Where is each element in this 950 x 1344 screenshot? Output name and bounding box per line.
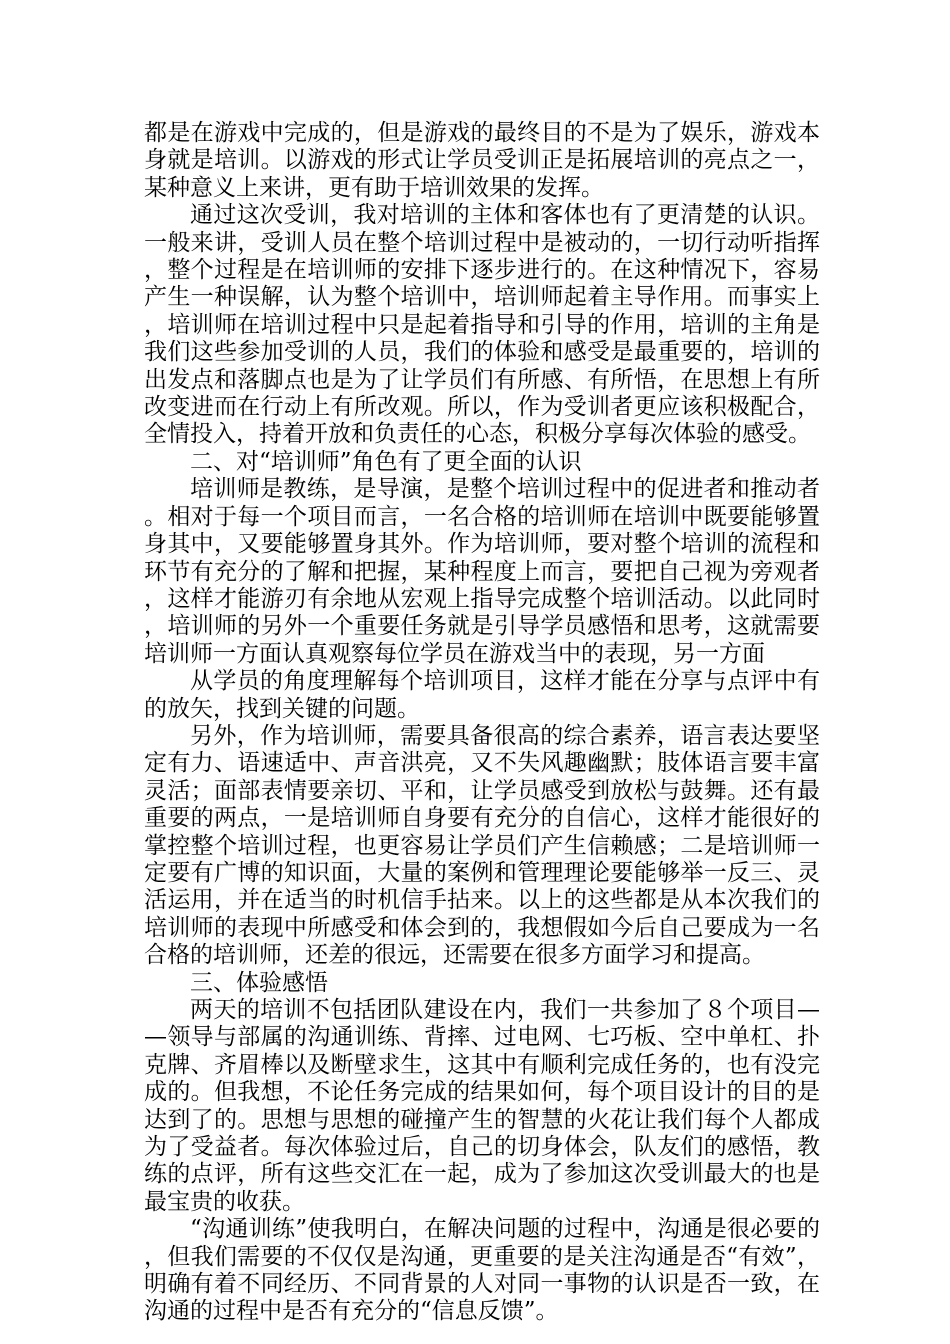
paragraph-4: 从学员的角度理解每个培训项目，这样才能在分享与点评中有的放矢，找到关键的问题。 — [144, 668, 820, 722]
paragraph-2: 通过这次受训，我对培训的主体和客体也有了更清楚的认识。一般来讲，受训人员在整个培训过程中是被动的，一切行动听指挥，整个过程是在培训师的安排下逐步进行的。在这种情况下，容易产生一种误解，认为整个培训中，培训师起着主导作用。而事实上，培训师在培训过程中只是起着指导和引导的作用，培训的主角是我们这些参加受训的人员，我们的体验和感受是最重要的，培训的出发点和落脚点也是为了让学员们有所感、有所悟，在思想上有所改变进而在行动上有所改观。所以，作为受训者更应该积极配合，全情投入，持着开放和负责任的心态，积极分享每次体验的感受。 — [144, 202, 820, 448]
paragraph-6: 两天的培训不包括团队建设在内，我们一共参加了８个项目——领导与部属的沟通训练、背摔、过电网、七巧板、空中单杠、扑克牌、齐眉棒以及断壁求生，这其中有顺利完成任务的，也有没完成的。但我想，不论任务完成的结果如何，每个项目设计的目的是达到了的。思想与思想的碰撞产生的智慧的火花让我们每个人都成为了受益者。每次体验过后，自己的切身体会，队友们的感悟，教练的点评，所有这些交汇在一起，成为了参加这次受训最大的也是最宝贵的收获。 — [144, 997, 820, 1215]
paragraph-5: 另外，作为培训师，需要具备很高的综合素养，语言表达要坚定有力、语速适中、声音洪亮，又不失风趣幽默；肢体语言要丰富灵活；面部表情要亲切、平和，让学员感受到放松与鼓舞。还有最重要的两点，一是培训师自身要有充分的自信心，这样才能很好的掌控整个培训过程，也更容易让学员们产生信赖感；二是培训师一定要有广博的知识面，大量的案例和管理理论要能够举一反三、灵活运用，并在适当的时机信手拈来。以上的这些都是从本次我们的培训师的表现中所感受和体会到的，我想假如今后自己要成为一名合格的培训师，还差的很远，还需要在很多方面学习和提高。 — [144, 722, 820, 969]
paragraph-1: 都是在游戏中完成的，但是游戏的最终目的不是为了娱乐，游戏本身就是培训。以游戏的形式让学员受训正是拓展培训的亮点之一，某种意义上来讲，更有助于培训效果的发挥。 — [144, 120, 820, 201]
paragraph-3: 培训师是教练，是导演，是整个培训过程中的促进者和推动者。相对于每一个项目而言，一名合格的培训师在培训中既要能够置身其中，又要能够置身其外。作为培训师，要对整个培训的流程和环节有充分的了解和把握，某种程度上而言，要把自己视为旁观者，这样才能游刃有余地从宏观上指导完成整个培训活动。以此同时，培训师的另外一个重要任务就是引导学员感悟和思考，这就需要培训师一方面认真观察每位学员在游戏当中的表现，另一方面 — [144, 476, 820, 667]
paragraph-7: “沟通训练”使我明白，在解决问题的过程中，沟通是很必要的，但我们需要的不仅仅是沟通，更重要的是关注沟通是否“有效”，明确有着不同经历、不同背景的人对同一事物的认识是否一致，在沟通的过程中是否有充分的“信息反馈”。 — [144, 1216, 820, 1325]
document-body — [144, 120, 820, 1326]
section-heading-2: 二、对“培训师”角色有了更全面的认识 — [190, 448, 582, 475]
section-heading-3: 三、体验感悟 — [190, 969, 328, 996]
